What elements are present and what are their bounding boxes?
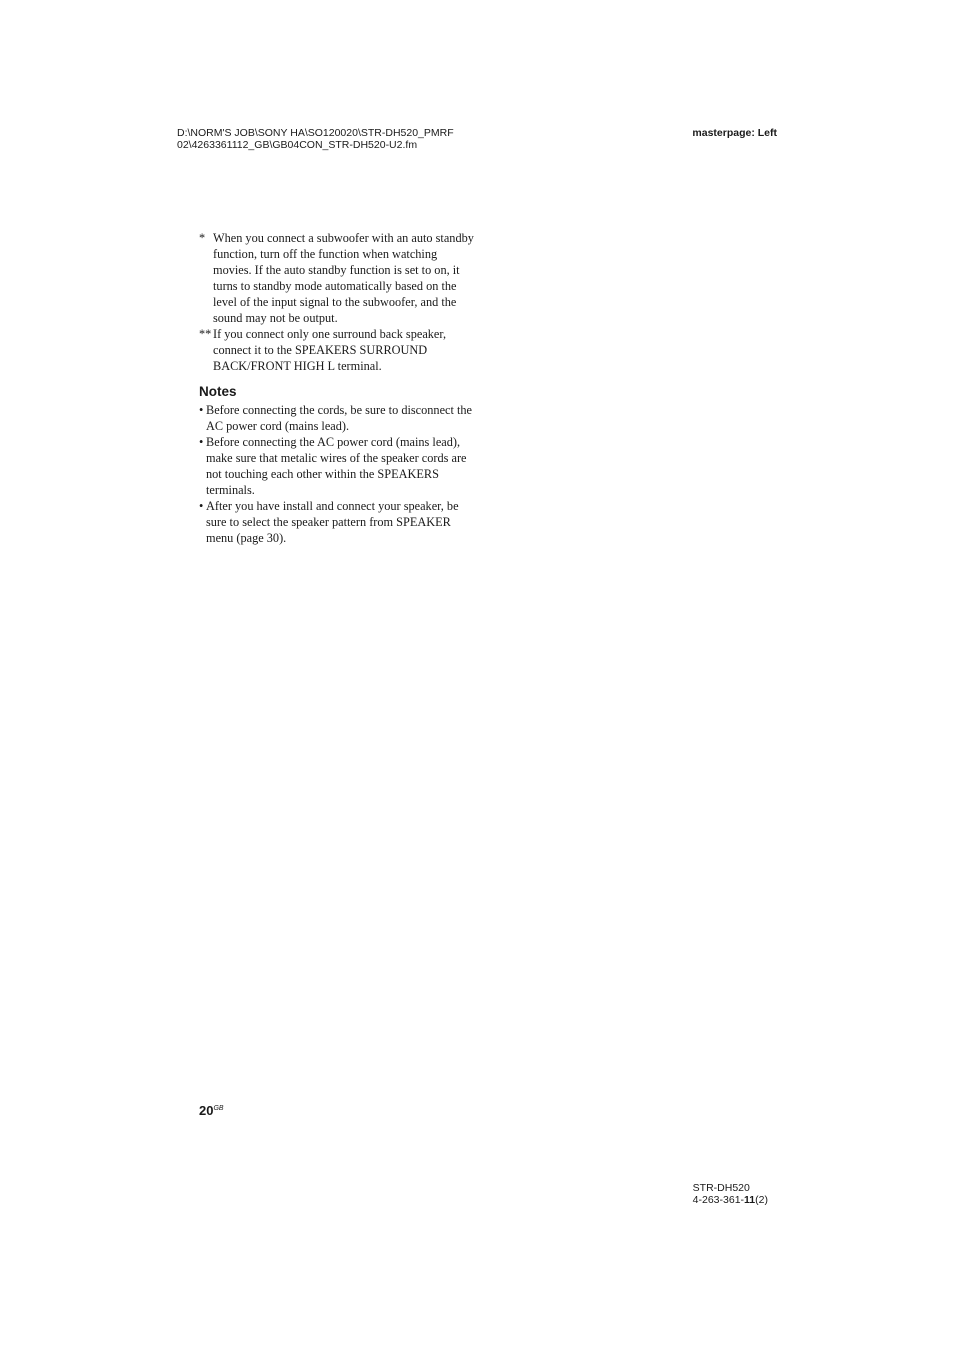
file-path-line-1: D:\NORM'S JOB\SONY HA\SO120020\STR-DH520_PMRF [177, 127, 454, 139]
document-code-prefix: 4-263-361- [692, 1194, 745, 1206]
document-code-suffix: (2) [755, 1194, 768, 1206]
bullet-icon: • [199, 499, 204, 513]
footnote-double-asterisk [199, 326, 474, 374]
note-text: Before connecting the AC power cord (mains lead), make sure that metalic wires of the speaker cords are not touching each other within the SPEAKERS terminals. [206, 435, 467, 497]
note-text: Before connecting the cords, be sure to disconnect the AC power cord (mains lead). [206, 403, 472, 433]
footnote-mark: * [199, 231, 206, 245]
file-path-line-2: 02\4263361112_GB\GB04CON_STR-DH520-U2.fm [177, 139, 418, 151]
file-path-header [177, 127, 454, 151]
note-item [199, 434, 474, 498]
document-code [693, 1194, 768, 1206]
note-text: After you have install and connect your speaker, be sure to select the speaker pattern from SPEAKER menu (page 30). [206, 499, 459, 545]
page-number-suffix: GB [213, 1105, 224, 1112]
footnote-text: If you connect only one surround back speaker, connect it to the SPEAKERS SURROUND BACK/FRONT HIGH L terminal. [213, 327, 447, 373]
main-column [199, 230, 474, 546]
document-code-revision: 11 [744, 1194, 756, 1206]
footnote-mark: ** [199, 327, 212, 341]
document-footer [693, 1182, 768, 1206]
footnote-text: When you connect a subwoofer with an auto standby function, turn off the function when watching movies. If the auto standby function is set to on, it turns to standby mode automatically based on the level of the input signal to the subwoofer, and the sound may not be output. [213, 231, 474, 325]
footnote-single-asterisk [199, 230, 474, 326]
bullet-icon: • [199, 435, 204, 449]
model-name: STR-DH520 [692, 1182, 750, 1194]
note-item [199, 402, 474, 434]
masterpage-label: masterpage: Left [692, 127, 777, 139]
notes-heading: Notes [199, 384, 237, 399]
page-number-value: 20 [199, 1103, 214, 1118]
page-number [199, 1103, 224, 1118]
bullet-icon: • [199, 403, 204, 417]
note-item [199, 498, 474, 546]
